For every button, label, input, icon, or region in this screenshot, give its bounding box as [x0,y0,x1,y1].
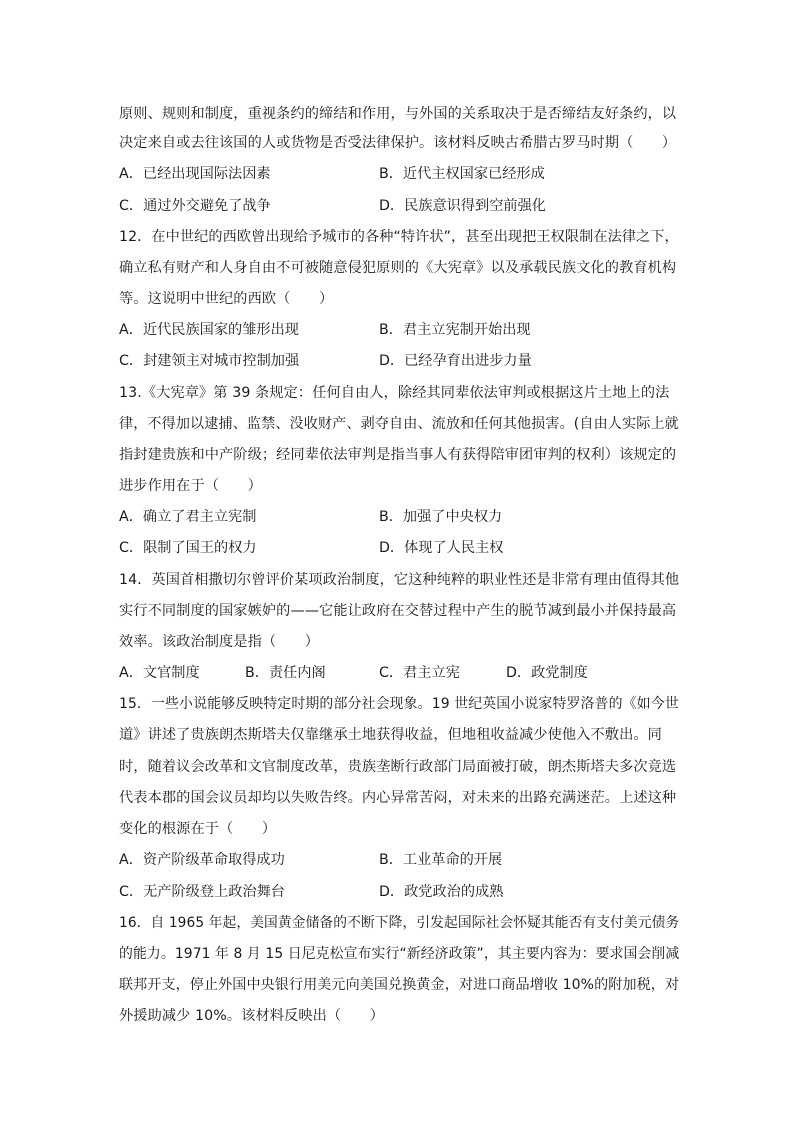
q15-line-1: 15．一些小说能够反映特定时期的部分社会现象。19 世纪英国小说家特罗洛普的《如今世 [119,696,679,712]
q15-option-b[interactable]: B．工业革命的开展 [379,852,503,868]
q13-option-a[interactable]: A．确立了君主立宪制 [119,509,257,525]
q13-line-2: 律，不得加以逮捕、监禁、没收财产、剥夺自由、流放和任何其他损害。(自由人实际上就 [119,416,679,432]
intro-option-c[interactable]: C．通过外交避免了战争 [119,198,271,214]
q16-line-2: 的能力。1971 年 8 月 15 日尼克松宣布实行“新经济政策”，其主要内容为：要求国会削减 [119,946,680,962]
q14-line-2: 实行不同制度的国家嫉妒的——它能让政府在交替过程中产生的脱节减到最小并保持最高 [119,603,677,619]
q12-line-2: 确立私有财产和人身自由不可被随意侵犯原则的《大宪章》以及承载民族文化的教育机构 [119,260,677,276]
q15-option-d[interactable]: D．政党政治的成熟 [379,884,504,900]
q15-line-2: 道》讲述了贵族朗杰斯塔夫仅靠继承土地获得收益，但地租收益减少使他入不敷出。同 [119,727,662,743]
q14-line-3: 效率。该政治制度是指（ ） [119,634,320,650]
q14-option-c[interactable]: C．君主立宪 [379,665,460,681]
q16-line-3: 联邦开支，停止外国中央银行用美元向美国兑换黄金，对进口商品增收 10%的附加税，对 [119,977,680,993]
q14-option-d[interactable]: D．政党制度 [506,665,588,681]
q12-option-a[interactable]: A．近代民族国家的雏形出现 [119,322,299,338]
q14-option-b[interactable]: B．责任内阁 [245,665,326,681]
q13-option-b[interactable]: B．加强了中央权力 [379,509,503,525]
q13-line-1: 13.《大宪章》第 39 条规定：任何自由人，除经其同辈依法审判或根据这片土地上的法 [119,385,670,401]
q13-line-4: 进步作用在于（ ） [119,478,262,494]
q12-option-c[interactable]: C．封建领主对城市控制加强 [119,353,300,369]
q12-line-1: 12．在中世纪的西欧曾出现给予城市的各种“特许状”，甚至出现把王权限制在法律之下， [119,229,679,245]
q15-option-a[interactable]: A．资产阶级革命取得成功 [119,852,285,868]
q15-line-4: 代表本郡的国会议员却均以失败告终。内心异常苦闷，对未来的出路充满迷茫。上述这种 [119,790,677,806]
q15-line-3: 时，随着议会改革和文官制度改革，贵族垄断行政部门局面被打破，朗杰斯塔夫多次竞选 [119,759,677,775]
q14-option-a[interactable]: A．文官制度 [119,665,200,681]
q14-line-1: 14．英国首相撒切尔曾评价某项政治制度，它这种纯粹的职业性还是非常有理由值得其他 [119,572,680,588]
intro-line-1: 原则、规则和制度，重视条约的缔结和作用，与外国的关系取决于是否缔结友好条约，以 [119,106,677,122]
intro-option-b[interactable]: B．近代主权国家已经形成 [379,166,545,182]
q12-line-3: 等。这说明中世纪的西欧（ ） [119,291,334,307]
q15-line-5: 变化的根源在于（ ） [119,821,277,837]
intro-line-2: 决定来自或去往该国的人或货物是否受法律保护。该材料反映古希腊古罗马时期（ ） [119,135,677,151]
q16-line-4: 外援助减少 10%。该材料反映出（ ） [119,1008,385,1024]
intro-option-d[interactable]: D．民族意识得到空前强化 [379,198,546,214]
q13-option-d[interactable]: D．体现了人民主权 [379,540,504,556]
intro-option-a[interactable]: A．已经出现国际法因素 [119,166,271,182]
q13-line-3: 指封建贵族和中产阶级；经同辈依法审判是指当事人有获得陪审团审判的权利）该规定的 [119,447,677,463]
q13-option-c[interactable]: C．限制了国王的权力 [119,540,257,556]
q12-option-d[interactable]: D．已经孕育出进步力量 [379,353,532,369]
q12-option-b[interactable]: B．君主立宪制开始出现 [379,322,531,338]
q15-option-c[interactable]: C．无产阶级登上政治舞台 [119,884,285,900]
q16-line-1: 16．自 1965 年起，美国黄金储备的不断下降，引发起国际社会怀疑其能否有支付美元债务 [119,915,680,931]
